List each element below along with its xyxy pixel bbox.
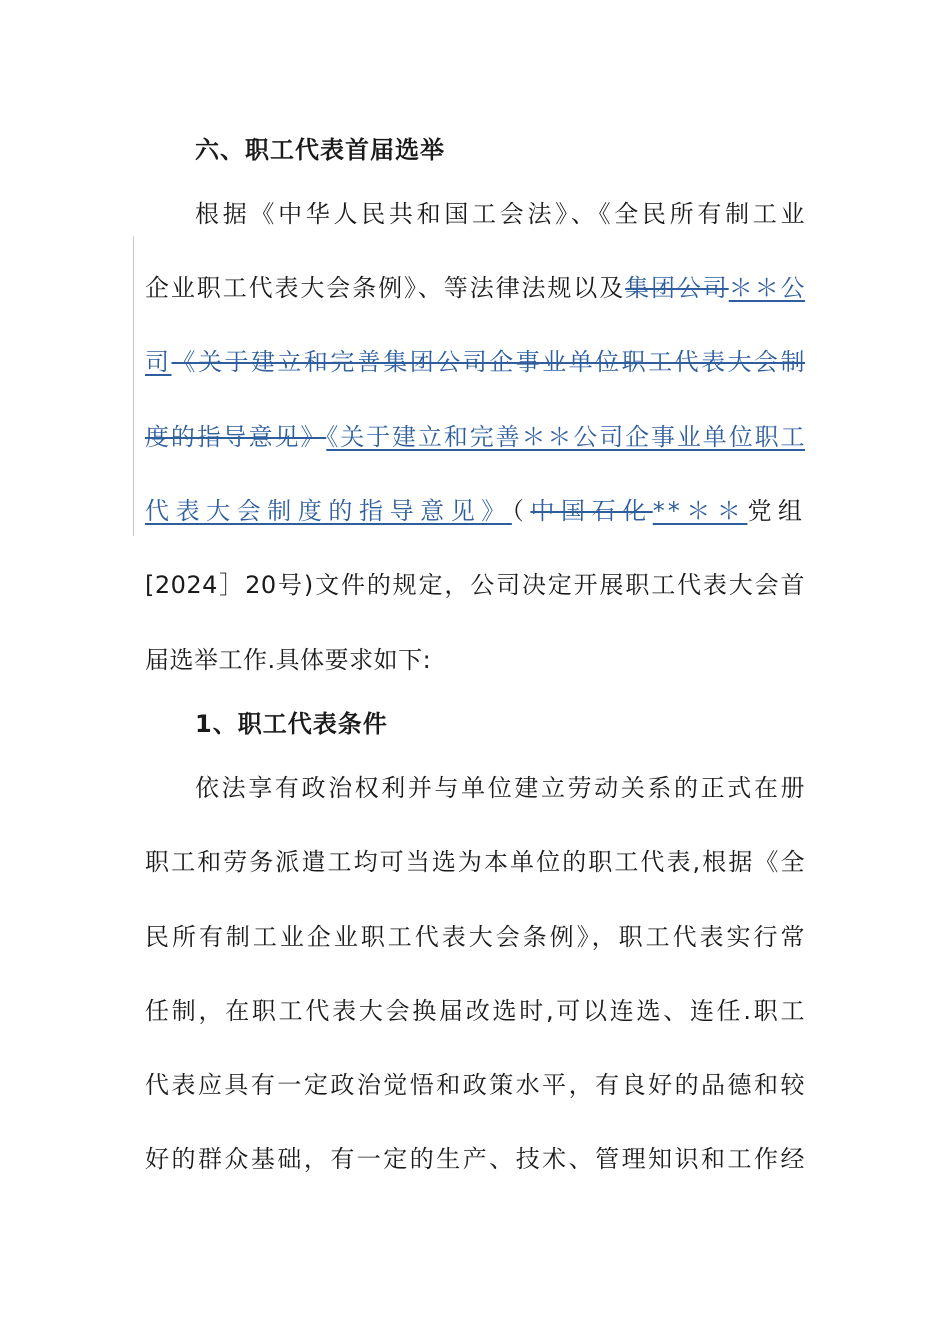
deleted-text: 度的指导意见》 xyxy=(145,423,327,451)
paragraph-2-line-1: 依法享有政治权利并与单位建立劳动关系的正式在册 xyxy=(195,774,805,802)
inserted-text: ＊＊公 xyxy=(728,274,806,302)
text-run: 党组 xyxy=(747,497,806,525)
section-heading: 六、职工代表首届选举 xyxy=(195,136,445,164)
deleted-text: 中国石化 xyxy=(530,497,653,525)
paragraph-1-line-1: 根据《中华人民共和国工会法》、《全民所有制工业 xyxy=(195,200,805,228)
paragraph-1-line-5 xyxy=(145,496,805,526)
paragraph-2-line-5: 代表应具有一定政治觉悟和政策水平，有良好的品德和较 xyxy=(145,1071,805,1099)
deleted-text: 《关于建立和完善集团公司企事业单位职工代表大会制 xyxy=(171,348,806,376)
sub-heading: 1、职工代表条件 xyxy=(195,710,388,738)
text-run: 企业职工代表大会条例》、等法律法规以及 xyxy=(145,274,626,302)
paragraph-2-line-6: 好的群众基础，有一定的生产、技术、管理知识和工作经 xyxy=(145,1145,805,1173)
paragraph-2-line-2: 职工和劳务派遣工均可当选为本单位的职工代表,根据《全 xyxy=(145,848,805,876)
deleted-text: 集团公司 xyxy=(625,274,729,302)
paragraph-1-line-2 xyxy=(145,273,805,303)
inserted-text: 《关于建立和完善＊＊公司企事业单位职工 xyxy=(326,423,806,451)
paragraph-1-line-3 xyxy=(145,347,805,377)
inserted-text: **＊＊ xyxy=(652,497,748,525)
inserted-text: 代表大会制度的指导意见》 xyxy=(145,497,512,525)
text-run: （ xyxy=(511,497,531,525)
revision-change-bar xyxy=(133,236,134,536)
paragraph-1-line-7: 届选举工作.具体要求如下: xyxy=(145,646,432,674)
paragraph-1-line-4 xyxy=(145,422,805,452)
inserted-text: 司 xyxy=(145,348,172,376)
paragraph-2-line-4: 任制，在职工代表大会换届改选时,可以连选、连任.职工 xyxy=(145,997,805,1025)
paragraph-1-line-6: [2024］20号)文件的规定，公司决定开展职工代表大会首 xyxy=(145,571,805,599)
paragraph-2-line-3: 民所有制工业企业职工代表大会条例》，职工代表实行常 xyxy=(145,923,805,951)
